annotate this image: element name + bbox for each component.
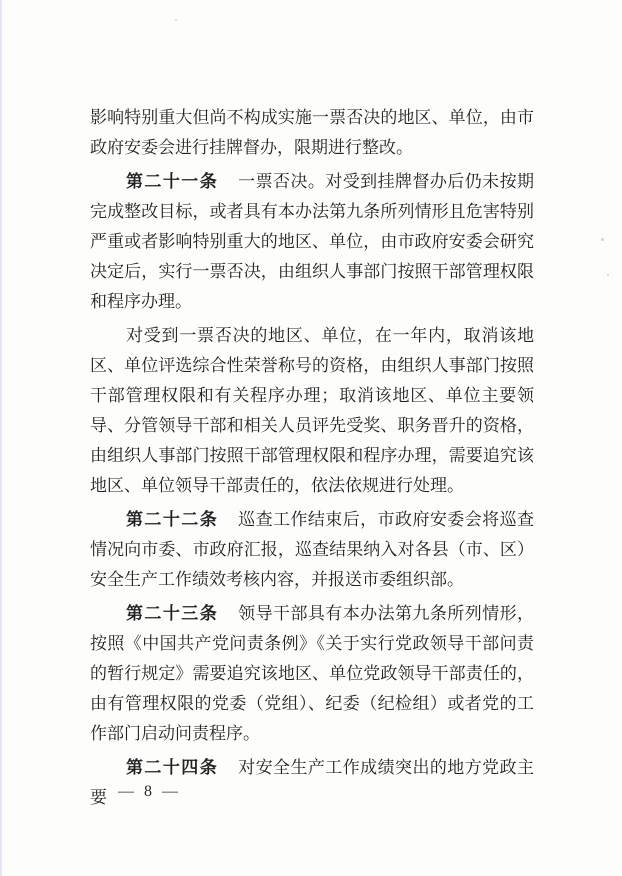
paragraph-text: 影响特别重大但尚不构成实施一票否决的地区、单位，由市政府安委会进行挂牌督办，限期进行整改。 [90,108,534,157]
paragraph-article-21-part2 [90,321,534,501]
paragraph-text: 对受到一票否决的地区、单位，在一年内，取消该地区、单位评选综合性荣誉称号的资格，由组织人事部门按照干部管理权限和有关程序办理；取消该地区、单位主要领导、分管领导干部和相关人员评先受奖、职务晋升的资格，由组织人事部门按照干部管理权限和程序办理，需要追究该地区、单位领导干部责任的，依法依规进行处理。 [90,326,534,495]
scan-speck [607,274,609,276]
paragraph-article-22 [90,505,534,595]
scan-speck [175,19,177,21]
paragraph-article-21 [90,167,534,317]
article-number-23: 第二十三条 [126,604,219,623]
scanner-edge-artifact [0,0,2,876]
article-number-21: 第二十一条 [126,172,219,191]
paragraph-article-23 [90,599,534,749]
paragraph-text: 领导干部具有本办法第九条所列情形，按照《中国共产党问责条例》《关于实行党政领导干部问责的暂行规定》需要追究该地区、单位党政领导干部责任的，由有管理权限的党委（党组）、纪委（纪检组）或者党的工作部门启动问责程序。 [90,604,535,743]
paragraph-text: 巡查工作结束后，市政府安委会将巡查情况向市委、市政府汇报，巡查结果纳入对各县（市、区）安全生产工作绩效考核内容，并报送市委组织部。 [90,510,535,589]
article-number-22: 第二十二条 [126,510,219,529]
paragraph-text: 一票否决。对受到挂牌督办后仍未按期完成整改目标，或者具有本办法第九条所列情形且危害特别严重或者影响特别重大的地区、单位，由市政府安委会研究决定后，实行一票否决，由组织人事部门按照干部管理权限和程序办理。 [90,172,535,311]
article-number-24: 第二十四条 [126,758,219,777]
paragraph-continuation [90,103,534,163]
page-number: — 8 — [118,783,181,800]
document-body [90,103,534,813]
paragraph-text: 对安全生产工作成绩突出的地方党政主要 [90,758,535,807]
scan-speck [601,238,604,241]
